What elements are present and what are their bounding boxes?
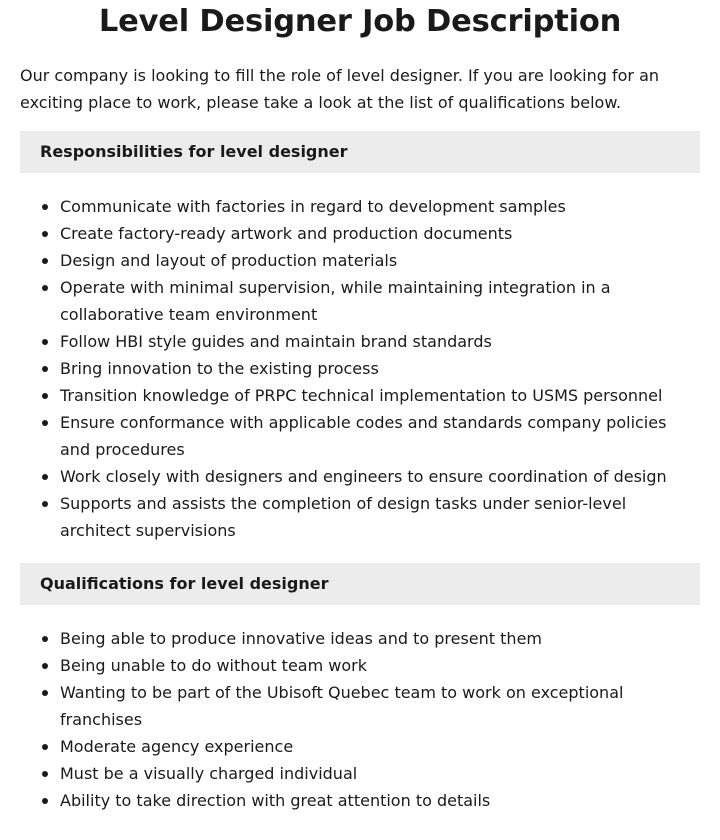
list-item: Bring innovation to the existing process (20, 355, 700, 382)
page-title: Level Designer Job Description (98, 4, 622, 39)
list-item: Wanting to be part of the Ubisoft Quebec team to work on exceptional franchises (20, 679, 700, 733)
qualifications-list (20, 625, 700, 814)
list-item: Transition knowledge of PRPC technical implementation to USMS personnel (20, 382, 700, 409)
list-item: Operate with minimal supervision, while maintaining integration in a collaborative team environment (20, 274, 700, 328)
qualifications-heading: Qualifications for level designer (20, 563, 700, 605)
list-item: Communicate with factories in regard to development samples (20, 193, 700, 220)
list-item: Being able to produce innovative ideas and to present them (20, 625, 700, 652)
list-item: Create factory-ready artwork and production documents (20, 220, 700, 247)
list-item: Moderate agency experience (20, 733, 700, 760)
list-item: Design and layout of production materials (20, 247, 700, 274)
responsibilities-heading: Responsibilities for level designer (20, 131, 700, 173)
list-item: Ensure conformance with applicable codes and standards company policies and procedures (20, 409, 700, 463)
responsibilities-list (20, 193, 700, 544)
list-item: Must be a visually charged individual (20, 760, 700, 787)
list-item: Supports and assists the completion of design tasks under senior-level architect supervisions (20, 490, 700, 544)
list-item: Ability to take direction with great attention to details (20, 787, 700, 814)
list-item: Being unable to do without team work (20, 652, 700, 679)
list-item: Follow HBI style guides and maintain brand standards (20, 328, 700, 355)
list-item: Work closely with designers and engineers to ensure coordination of design (20, 463, 700, 490)
intro-paragraph: Our company is looking to fill the role of level designer. If you are looking for an exciting place to work, please take a look at the list of qualifications below. (20, 66, 660, 112)
